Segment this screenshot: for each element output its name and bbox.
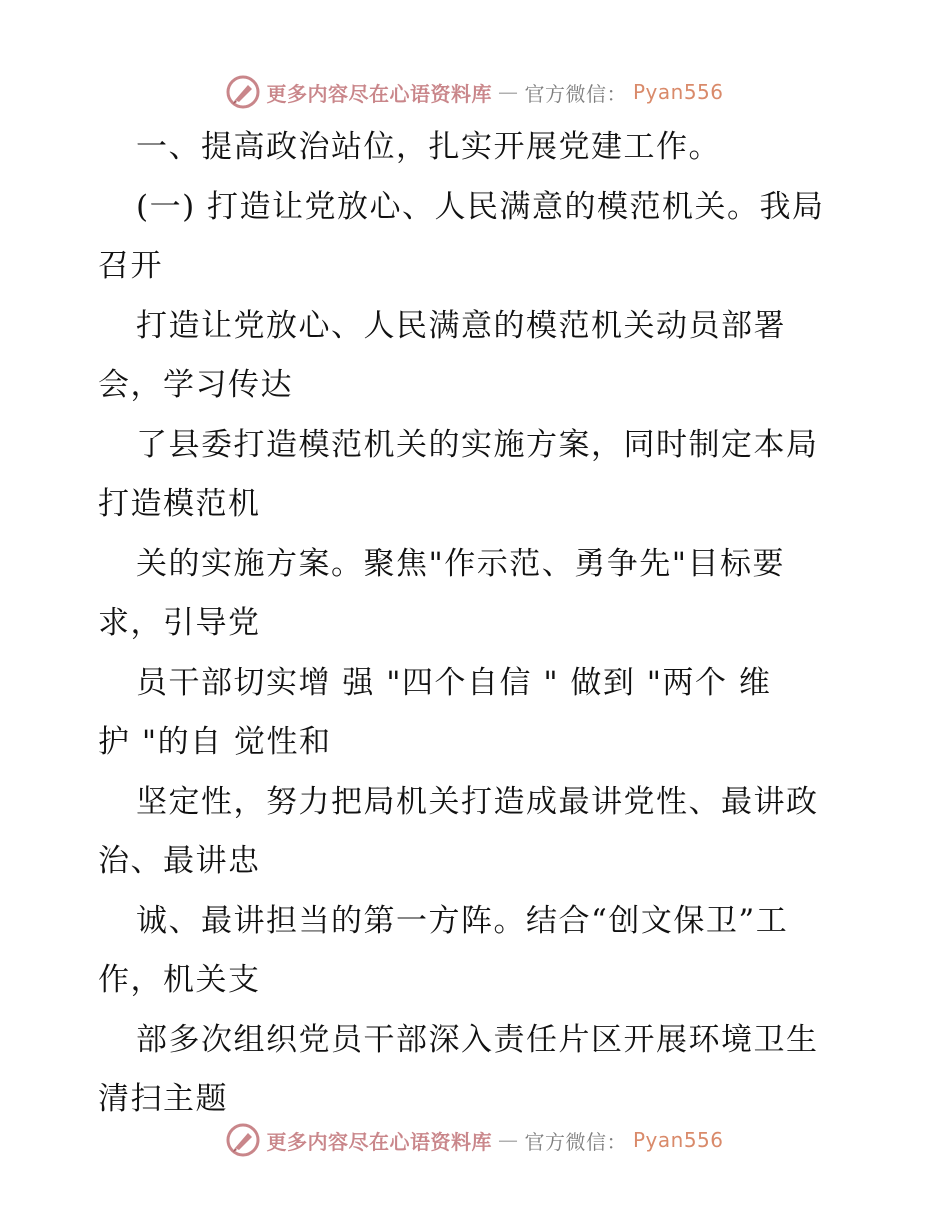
- pen-logo-icon: [226, 1123, 260, 1157]
- watermark-sub-text: 官方微信：: [524, 1129, 627, 1154]
- paragraph-line: 部多次组织党员干部深入责任片区开展环境卫生: [136, 1021, 819, 1058]
- watermark-id-text: Pyan556: [632, 1128, 724, 1152]
- watermark-main-text: 更多内容尽在心语资料库: [266, 81, 492, 106]
- watermark-header: [0, 72, 950, 112]
- paragraph-line: 召开: [98, 248, 163, 284]
- paragraph-line: 打造让党放心、人民满意的模范机关动员部署: [136, 307, 786, 344]
- paragraph-line: 关的实施方案。聚焦"作示范、勇争先"目标要: [136, 545, 786, 582]
- watermark-id-text: Pyan556: [632, 80, 724, 104]
- paragraph-line: 求，引导党: [98, 605, 261, 641]
- heading-line: 一、提高政治站位，扎实开展党建工作。: [136, 129, 721, 165]
- document-body: [98, 118, 858, 1130]
- paragraph-line: 清扫主题: [98, 1081, 228, 1117]
- paragraph-line: (一) 打造让党放心、人民满意的模范机关。我局: [136, 188, 825, 225]
- watermark-footer: [0, 1120, 950, 1160]
- paragraph-line: 会，学习传达: [98, 367, 293, 403]
- watermark-sub-text: 官方微信：: [524, 81, 627, 106]
- paragraph-line: 坚定性，努力把局机关打造成最讲党性、最讲政: [136, 783, 819, 820]
- watermark-main-text: 更多内容尽在心语资料库: [266, 1129, 492, 1154]
- paragraph-line: 护 "的自 觉性和: [98, 724, 332, 760]
- paragraph-line: 作，机关支: [98, 962, 261, 998]
- paragraph-line: 员干部切实增 强 "四个自信 " 做到 "两个 维: [136, 664, 772, 701]
- paragraph-line: 诚、最讲担当的第一方阵。结合“创文保卫”工: [136, 902, 789, 939]
- watermark-dash: —: [497, 80, 519, 104]
- paragraph-line: 打造模范机: [98, 486, 261, 522]
- watermark-dash: —: [497, 1128, 519, 1152]
- paragraph-line: 治、最讲忠: [98, 843, 261, 879]
- pen-logo-icon: [226, 75, 260, 109]
- paragraph-line: 了县委打造模范机关的实施方案，同时制定本局: [136, 426, 819, 463]
